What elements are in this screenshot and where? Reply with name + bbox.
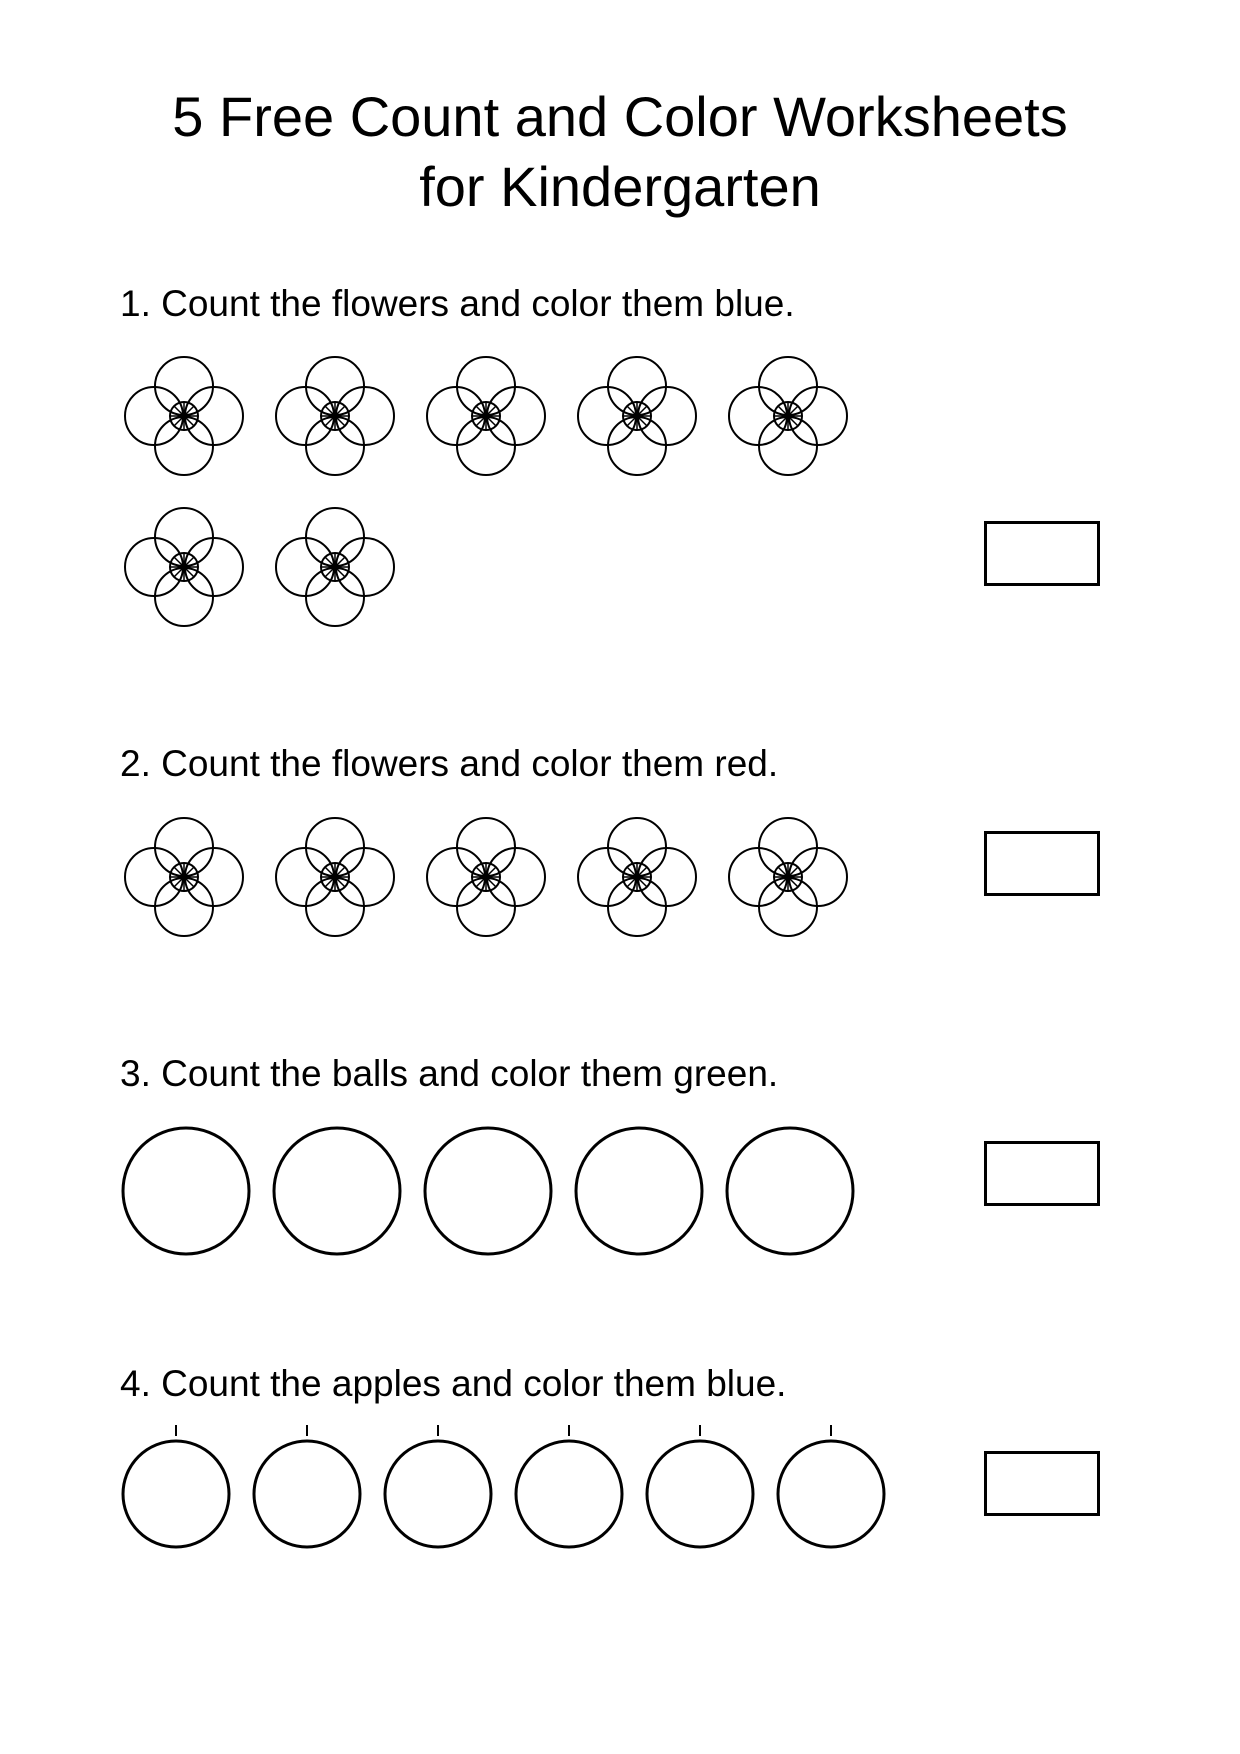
question-2-text: 2. Count the flowers and color them red. xyxy=(120,743,779,784)
flower-icon[interactable] xyxy=(575,354,699,483)
worksheet-title xyxy=(0,82,1240,222)
flower-icon[interactable] xyxy=(273,354,397,483)
flower-icon[interactable] xyxy=(726,815,850,944)
question-4-answer-box[interactable] xyxy=(984,1451,1100,1516)
apple-icon[interactable] xyxy=(775,1422,887,1555)
question-1-answer-box[interactable] xyxy=(984,521,1100,586)
question-2-answer-box[interactable] xyxy=(984,831,1100,896)
question-4-text: 4. Count the apples and color them blue. xyxy=(120,1363,787,1404)
apple-icon[interactable] xyxy=(513,1422,625,1555)
question-3-text: 3. Count the balls and color them green. xyxy=(120,1053,779,1094)
ball-icon[interactable] xyxy=(120,1125,252,1262)
apple-icon[interactable] xyxy=(644,1422,756,1555)
flower-icon[interactable] xyxy=(575,815,699,944)
flower-icon[interactable] xyxy=(726,354,850,483)
question-3-answer-box[interactable] xyxy=(984,1141,1100,1206)
ball-icon[interactable] xyxy=(271,1125,403,1262)
apple-icon[interactable] xyxy=(251,1422,363,1555)
title-line-1: 5 Free Count and Color Worksheets xyxy=(172,85,1068,148)
apple-icon[interactable] xyxy=(120,1422,232,1555)
title-line-2: for Kindergarten xyxy=(419,155,821,218)
flower-icon[interactable] xyxy=(122,354,246,483)
flower-icon[interactable] xyxy=(424,354,548,483)
ball-icon[interactable] xyxy=(724,1125,856,1262)
ball-icon[interactable] xyxy=(573,1125,705,1262)
apple-icon[interactable] xyxy=(382,1422,494,1555)
flower-icon[interactable] xyxy=(122,505,246,634)
flower-icon[interactable] xyxy=(122,815,246,944)
flower-icon[interactable] xyxy=(424,815,548,944)
flower-icon[interactable] xyxy=(273,505,397,634)
ball-icon[interactable] xyxy=(422,1125,554,1262)
question-1-text: 1. Count the flowers and color them blue. xyxy=(120,283,795,324)
flower-icon[interactable] xyxy=(273,815,397,944)
